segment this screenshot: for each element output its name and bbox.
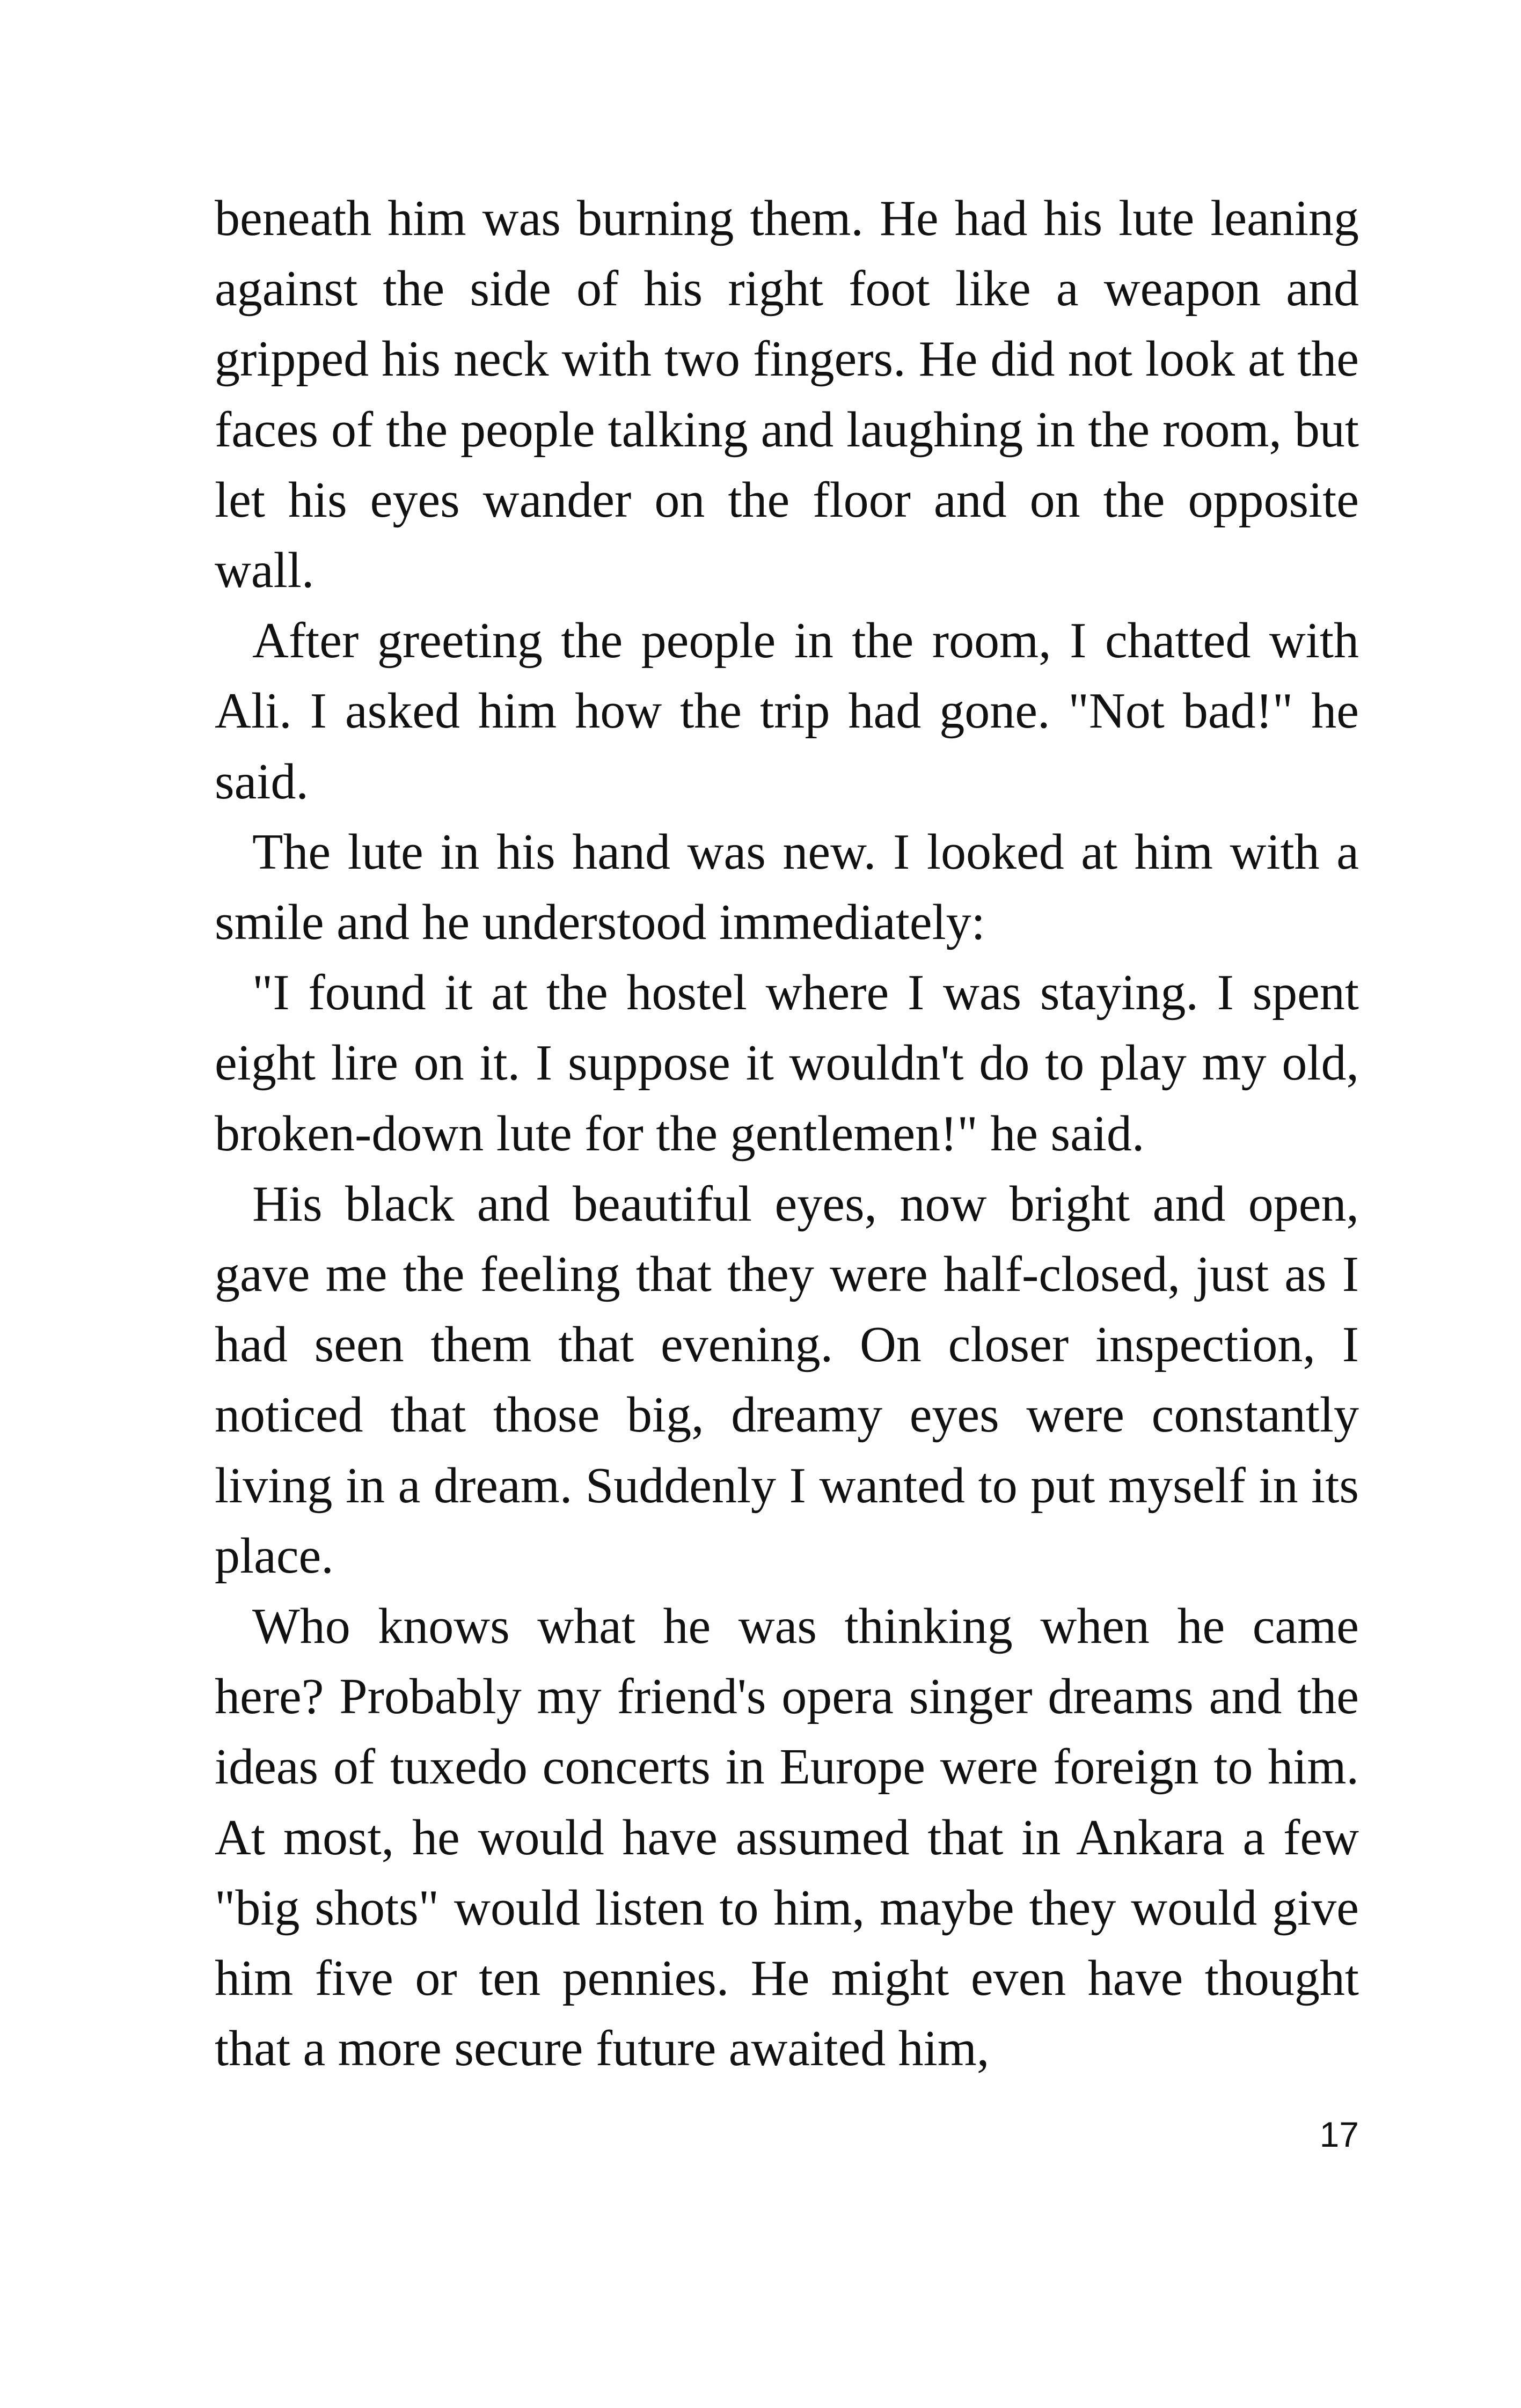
paragraph: His black and beautiful eyes, now bright and open, gave me the feeling that they were half-closed, just as I had seen them that evening. On closer inspection, I noticed that those big, dreamy eyes were constantly living in a dream. Suddenly I wanted to put myself in its place.	[215, 1176, 1359, 1584]
paragraph: After greeting the people in the room, I chatted with Ali. I asked him how the trip had gone. "Not bad!" he said.	[215, 613, 1359, 810]
paragraph: Who knows what he was thinking when he came here? Probably my friend's opera singer dreams and the ideas of tuxedo concerts in Europe were foreign to him. At most, he would have assumed that in Ankara a few "big shots" would listen to him, maybe they would give him five or ten pennies. He might even have thought that a more secure future awaited him,	[215, 1598, 1359, 2077]
page-number: 17	[1319, 2115, 1359, 2154]
paragraph: The lute in his hand was new. I looked at him with a smile and he understood immediately:	[215, 824, 1359, 951]
paragraph: "I found it at the hostel where I was staying. I spent eight lire on it. I suppose it wouldn't do to play my old, broken-down lute for the gentlemen!" he said.	[215, 965, 1359, 1162]
body-text	[215, 183, 1359, 2084]
paragraph: beneath him was burning them. He had his lute leaning against the side of his right foot like a weapon and gripped his neck with two fingers. He did not look at the faces of the people talking and laughing in the room, but let his eyes wander on the floor and on the opposite wall.	[215, 190, 1359, 599]
